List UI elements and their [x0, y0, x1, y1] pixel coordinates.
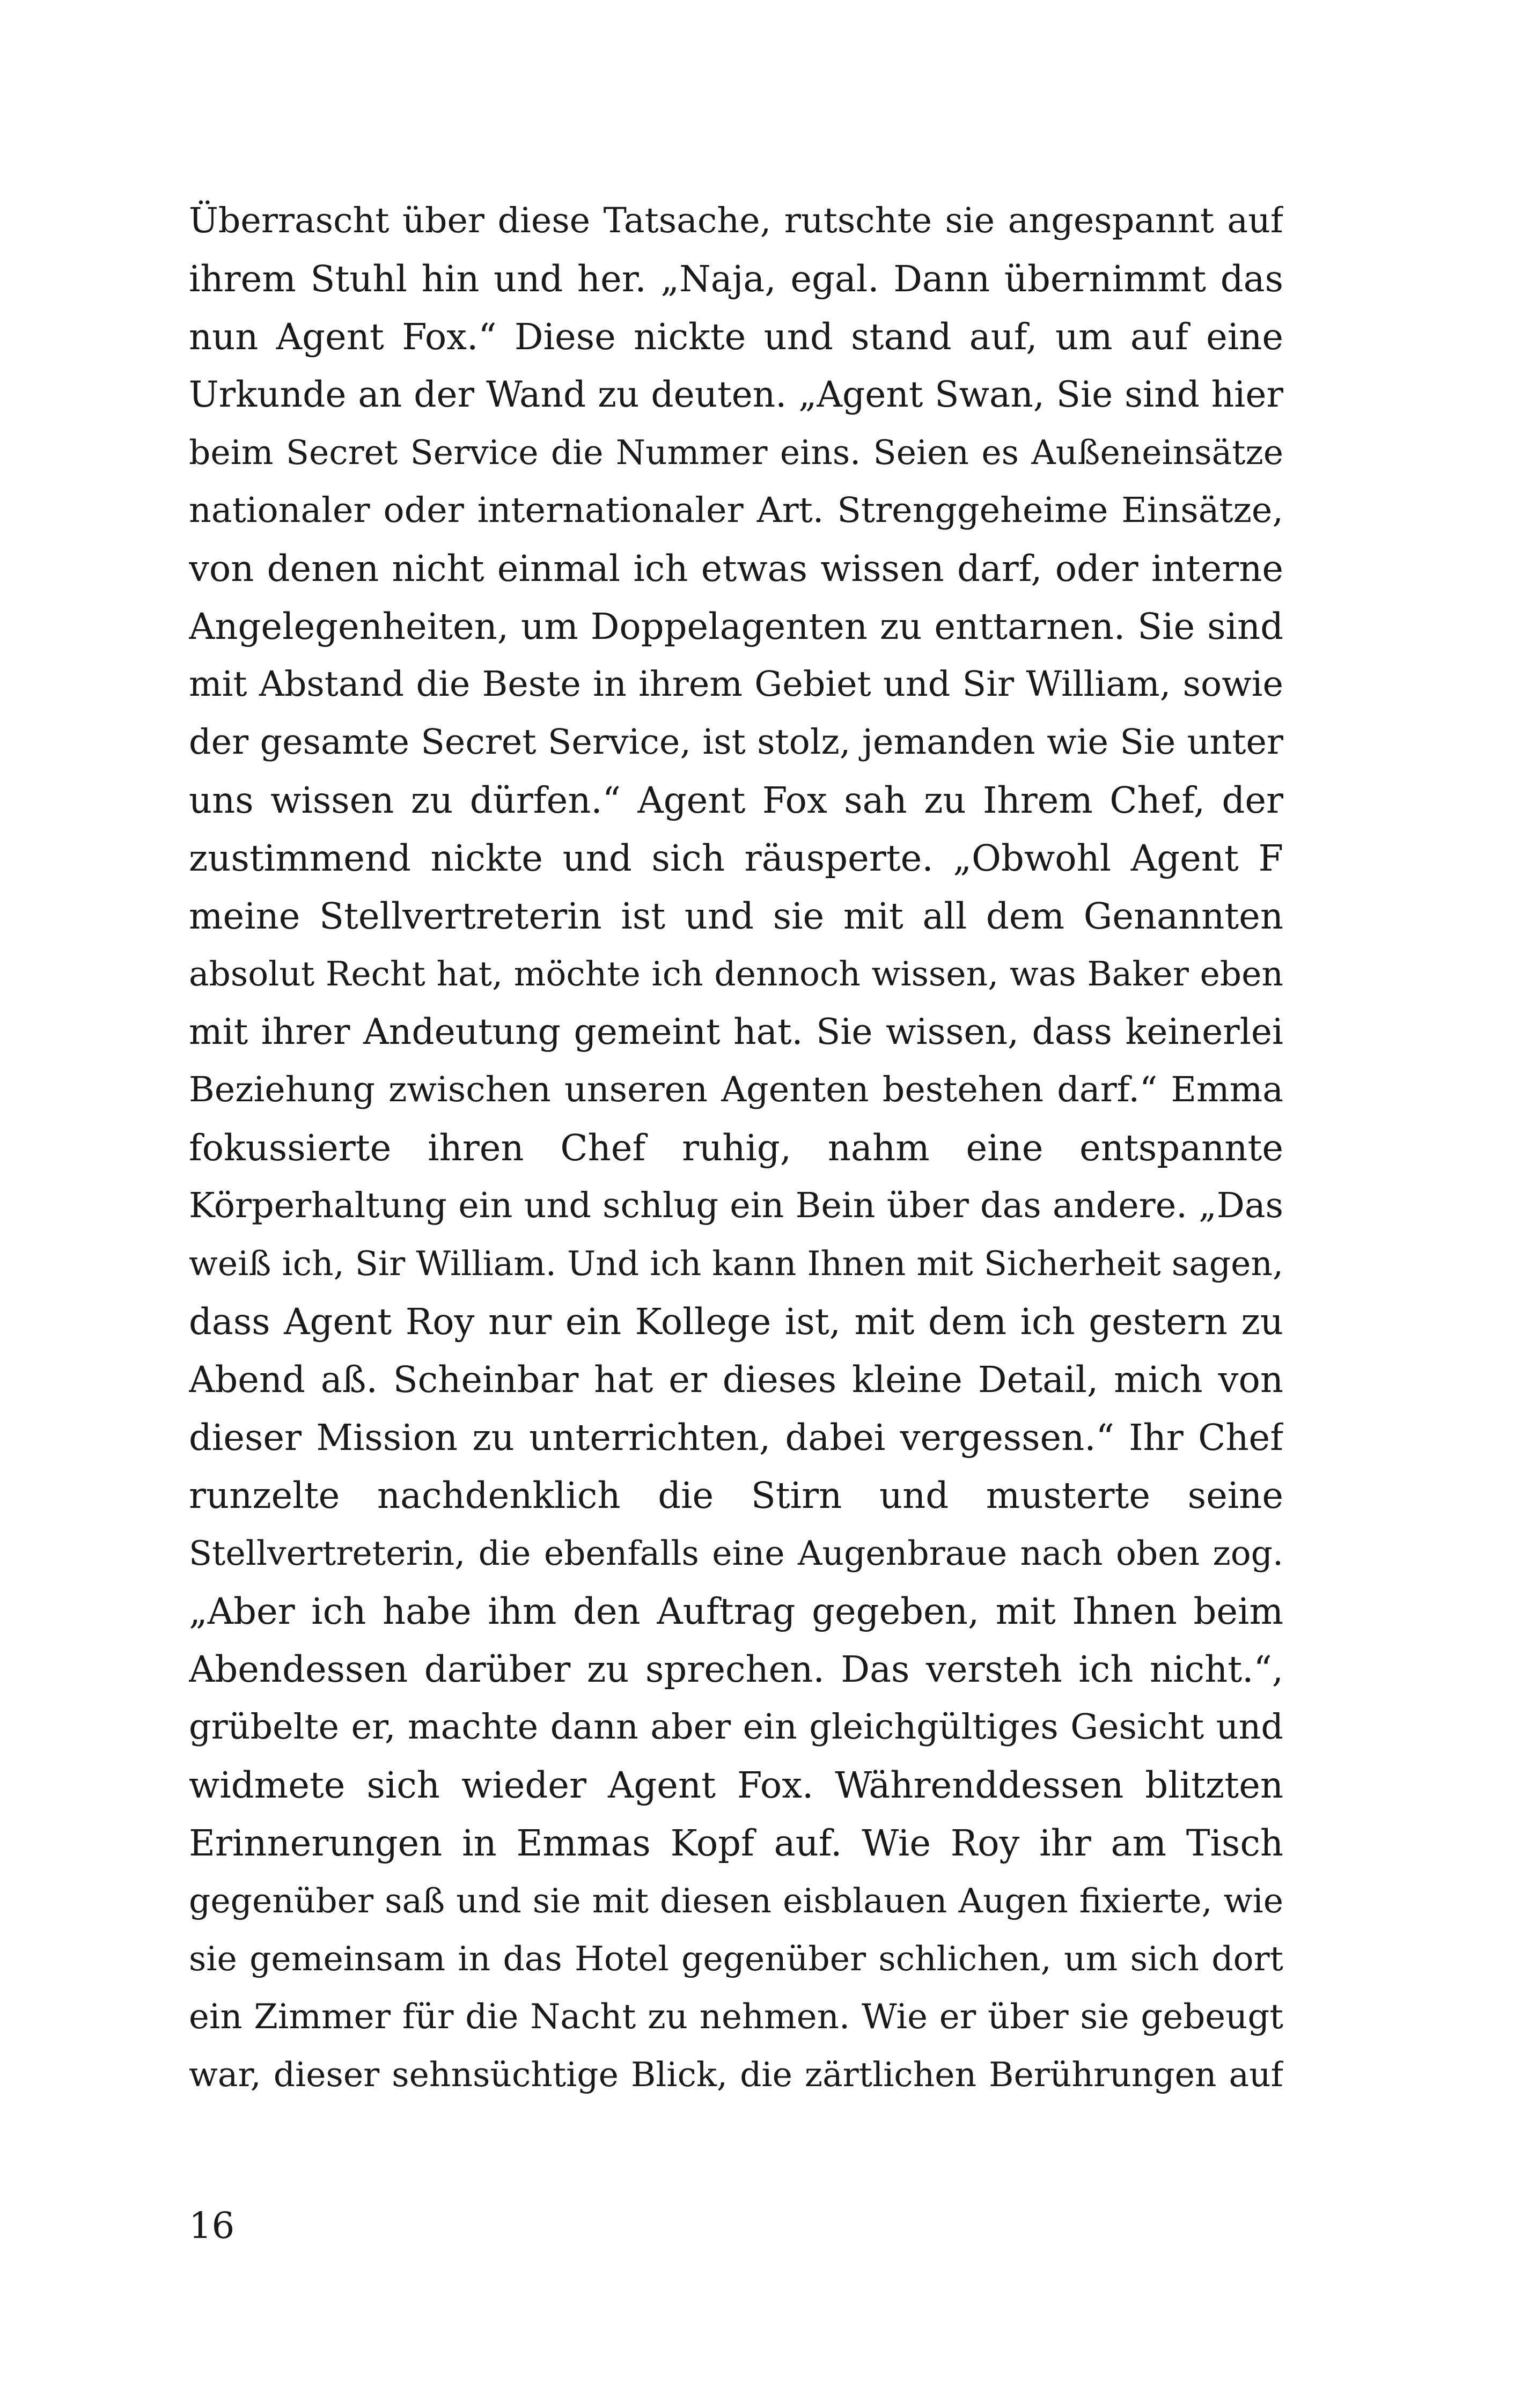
- text-line: dass Agent Roy nur ein Kollege ist, mit dem ich gestern zu: [189, 1301, 1283, 1343]
- text-line: ein Zimmer für die Nacht zu nehmen. Wie er über sie gebeugt: [189, 1997, 1283, 2037]
- text-line: gegenüber saß und sie mit diesen eisblauen Augen fixierte, wie: [189, 1881, 1283, 1920]
- text-line: nun Agent Fox.“ Diese nickte und stand auf, um auf eine: [189, 316, 1283, 358]
- text-line: runzelte nachdenklich die Stirn und musterte seine: [189, 1475, 1283, 1516]
- text-line: beim Secret Service die Nummer eins. Seien es Außeneinsätze: [189, 433, 1283, 472]
- text-line: Körperhaltung ein und schlug ein Bein über das andere. „Das: [189, 1185, 1283, 1226]
- text-line: Angelegenheiten, um Doppelagenten zu enttarnen. Sie sind: [189, 606, 1283, 647]
- text-line: widmete sich wieder Agent Fox. Währenddessen blitzten: [189, 1764, 1283, 1806]
- text-line: Erinnerungen in Emmas Kopf auf. Wie Roy ihr am Tisch: [189, 1822, 1283, 1864]
- text-line: absolut Recht hat, möchte ich dennoch wissen, was Baker eben: [189, 954, 1283, 993]
- text-line: zustimmend nickte und sich räusperte. „Obwohl Agent F: [189, 837, 1283, 879]
- text-line: uns wissen zu dürfen.“ Agent Fox sah zu Ihrem Chef, der: [189, 779, 1283, 821]
- text-line: Urkunde an der Wand zu deuten. „Agent Swan, Sie sind hier: [189, 374, 1283, 415]
- text-line: „Aber ich habe ihm den Auftrag gegeben, mit Ihnen beim: [189, 1590, 1283, 1632]
- text-line: Beziehung zwischen unseren Agenten bestehen darf.“ Emma: [189, 1070, 1283, 1110]
- text-line: nationaler oder internationaler Art. Strenggeheime Einsätze,: [189, 490, 1283, 531]
- page-number: 16: [189, 2205, 235, 2247]
- text-line: dieser Mission zu unterrichten, dabei vergessen.“ Ihr Chef: [189, 1417, 1283, 1459]
- text-line: sie gemeinsam in das Hotel gegenüber schlichen, um sich dort: [189, 1939, 1283, 1978]
- text-line: Stellvertreterin, die ebenfalls eine Augenbraue nach oben zog.: [189, 1534, 1283, 1573]
- text-line: der gesamte Secret Service, ist stolz, jemanden wie Sie unter: [189, 722, 1283, 762]
- text-line: grübelte er, machte dann aber ein gleichgültiges Gesicht und: [189, 1707, 1283, 1747]
- text-line: fokussierte ihren Chef ruhig, nahm eine entspannte: [189, 1127, 1283, 1169]
- text-line: ihrem Stuhl hin und her. „Naja, egal. Dann übernimmt das: [189, 258, 1283, 300]
- text-line: Abendessen darüber zu sprechen. Das versteh ich nicht.“,: [189, 1648, 1283, 1690]
- text-line: Überrascht über diese Tatsache, rutschte sie angespannt auf: [189, 201, 1283, 241]
- body-text: [189, 192, 1283, 2104]
- text-line: mit ihrer Andeutung gemeint hat. Sie wissen, dass keinerlei: [189, 1011, 1283, 1052]
- text-line: von denen nicht einmal ich etwas wissen darf, oder interne: [189, 548, 1283, 590]
- text-line: weiß ich, Sir William. Und ich kann Ihnen mit Sicherheit sagen,: [189, 1244, 1283, 1283]
- text-line: war, dieser sehnsüchtige Blick, die zärtlichen Berührungen auf: [189, 2055, 1283, 2094]
- text-line: meine Stellvertreterin ist und sie mit all dem Genannten: [189, 895, 1283, 937]
- text-line: Abend aß. Scheinbar hat er dieses kleine Detail, mich von: [189, 1359, 1283, 1401]
- text-line: mit Abstand die Beste in ihrem Gebiet und Sir William, sowie: [189, 664, 1283, 704]
